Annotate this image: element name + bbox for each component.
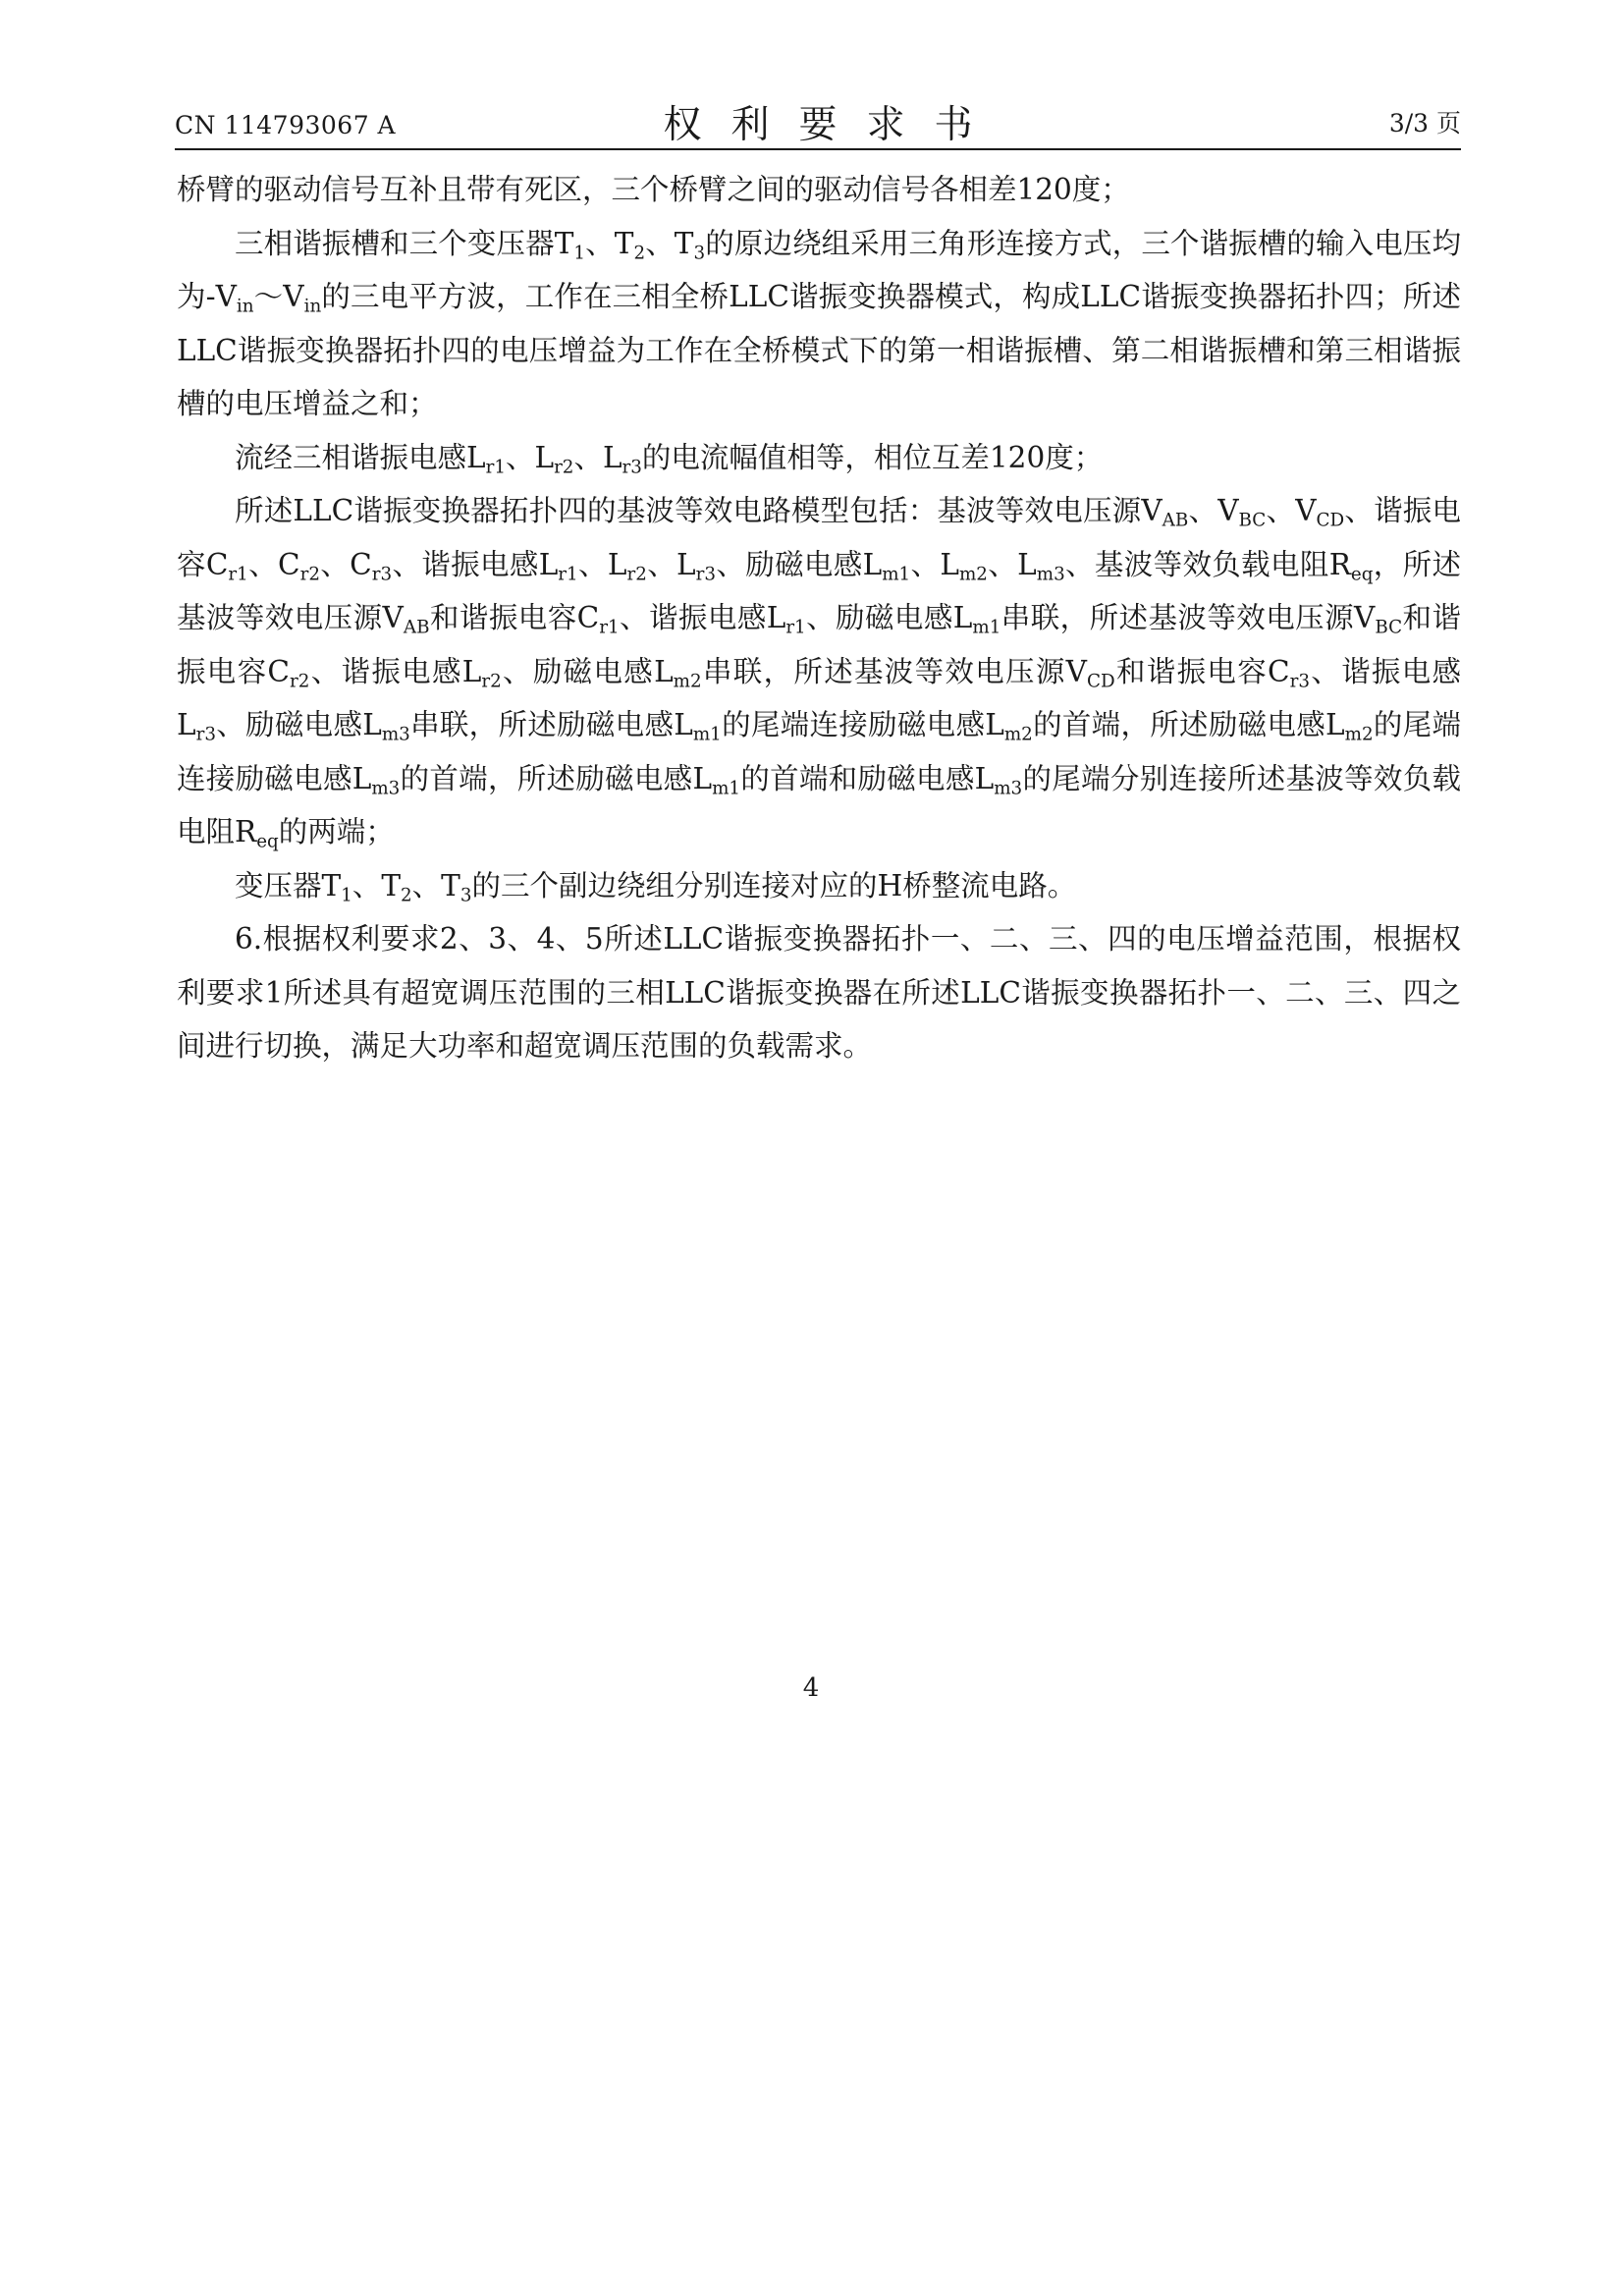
claim-paragraph-1: 桥臂的驱动信号互补且带有死区，三个桥臂之间的驱动信号各相差120度；	[177, 173, 1130, 206]
page-number: 4	[802, 1673, 820, 1703]
patent-number: CN 114793067 A	[175, 111, 397, 139]
document-title: 权利要求书	[663, 103, 1002, 147]
page-indicator: 3/3 页	[1388, 109, 1461, 137]
claim-paragraph-2: 三相谐振槽和三个变压器$T_1$、$T_2$、$T_3$的原边绕组采用三角形连接方式，三个谐振槽的输入电压均为$-V_{in}\sim V_{in}$的三电平方波，工作在三相全桥LLC谐振变换器模式，构成LLC谐振变换器拓扑四；所述LLC谐振变换器拓扑四的电压增益为工作在全桥模式下的第一相谐振槽、第二相谐振槽和第三相谐振槽的电压增益之和；	[177, 226, 1461, 420]
claim-paragraph-6: 6.根据权利要求2、3、4、5所述LLC谐振变换器拓扑一、二、三、四的电压增益范围，根据权利要求1所述具有超宽调压范围的三相LLC谐振变换器在所述LLC谐振变换器拓扑一、二、三、四之间进行切换，满足大功率和超宽调压范围的负载需求。	[177, 922, 1461, 1063]
claim-paragraph-3: 流经三相谐振电感$L_{r1}$、$L_{r2}$、$L_{r3}$的电流幅值相等，相位互差120度；	[235, 440, 1104, 477]
claim-paragraph-5: 变压器$T_1$、$T_2$、$T_3$的三个副边绕组分别连接对应的H桥整流电路。	[235, 868, 1077, 905]
claims-body	[177, 163, 1461, 1073]
header-divider	[175, 148, 1461, 150]
claim-paragraph-4: 所述LLC谐振变换器拓扑四的基波等效电路模型包括：基波等效电压源$V_{AB}$、$V_{BC}$、$V_{CD}$、谐振电容$C_{r1}$、$C_{r2}$、$C_{r3}$、谐振电感$L_{r1}$、$L_{r2}$、$L_{r3}$、励磁电感$L_{m1}$、$L_{m2}$、$L_{m3}$、基波等效负载电阻$R_{eq}$，所述基波等效电压源$V_{AB}$和谐振电容$C_{r1}$、谐振电感$L_{r1}$、励磁电感$L_{m1}$串联，所述基波等效电压源$V_{BC}$和谐振电容$C_{r2}$、谐振电感$L_{r2}$、励磁电感$L_{m2}$串联，所述基波等效电压源$V_{CD}$和谐振电容$C_{r3}$、谐振电感$L_{r3}$、励磁电感$L_{m3}$串联，所述励磁电感$L_{m1}$的尾端连接励磁电感$L_{m2}$的首端，所述励磁电感$L_{m2}$的尾端连接励磁电感$L_{m3}$的首端，所述励磁电感$L_{m1}$的首端和励磁电感$L_{m3}$的尾端分别连接所述基波等效负载电阻$R_{eq}$的两端；	[177, 494, 1462, 852]
page-header	[175, 94, 1461, 145]
